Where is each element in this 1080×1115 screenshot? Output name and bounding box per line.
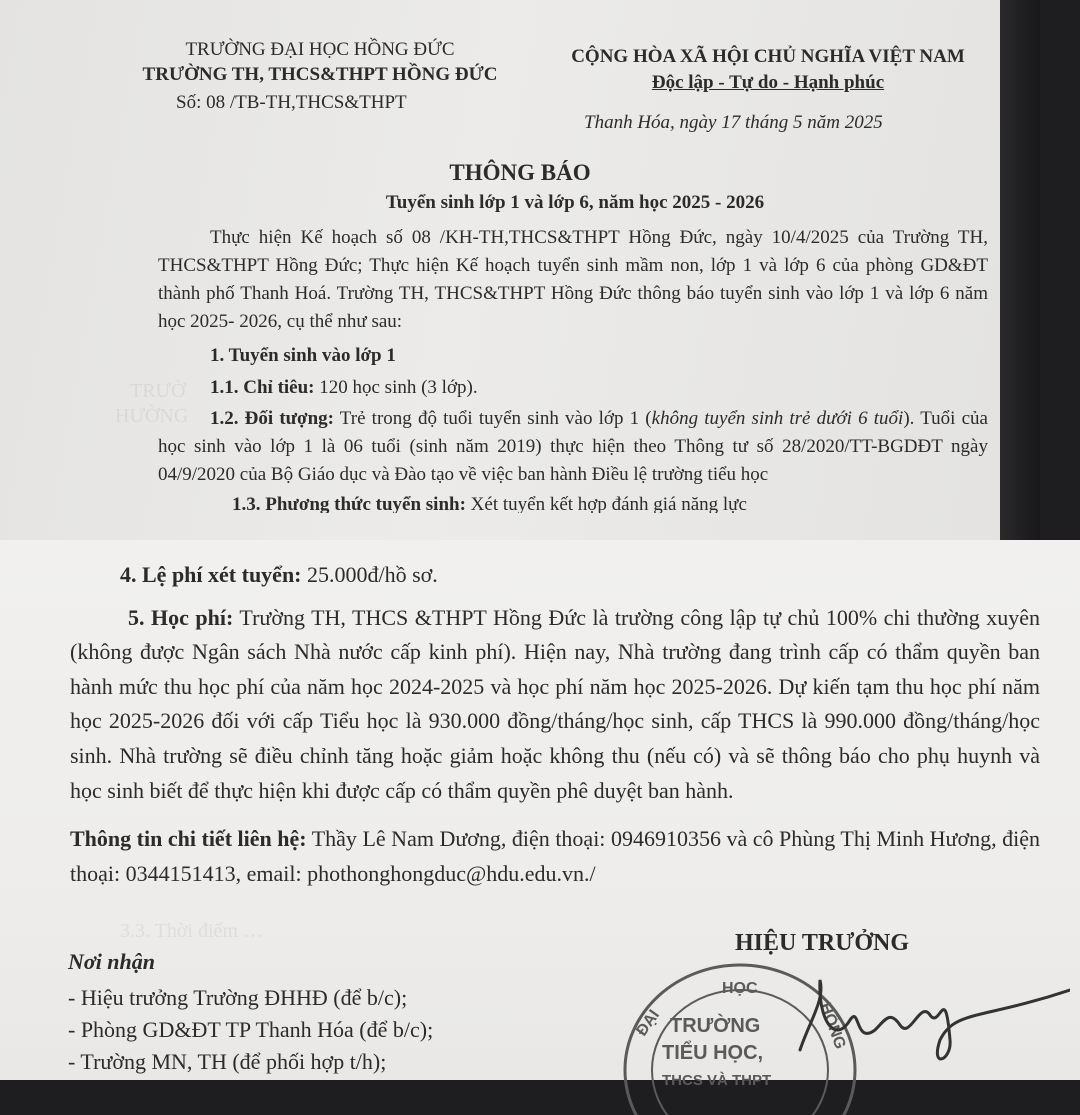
section-5 bbox=[70, 601, 1040, 809]
contact-label: Thông tin chi tiết liên hệ: bbox=[70, 826, 307, 852]
issuer-block bbox=[110, 38, 530, 88]
document-page-top bbox=[0, 0, 1040, 540]
section-4-text: 25.000đ/hồ sơ. bbox=[301, 562, 438, 587]
section-1-2-text: Trẻ trong độ tuổi tuyển sinh vào lớp 1 ( bbox=[333, 408, 652, 429]
place-and-date: Thanh Hóa, ngày 17 tháng 5 năm 2025 bbox=[584, 112, 883, 133]
section-4-label: 4. Lệ phí xét tuyển: bbox=[120, 562, 302, 587]
signer-title: HIỆU TRƯỞNG bbox=[735, 930, 910, 956]
stamp-text-right: HỒNG bbox=[816, 1000, 849, 1052]
national-header bbox=[528, 44, 1008, 96]
stamp-line-2: TIỂU HỌC, bbox=[662, 1042, 764, 1064]
recipient-item: - Hiệu trưởng Trường ĐHHĐ (để b/c); bbox=[68, 985, 408, 1010]
recipients-heading: Nơi nhận bbox=[68, 949, 156, 974]
bleed-through-text: HƯỜNG bbox=[115, 405, 189, 427]
document-title: THÔNG BÁO bbox=[449, 160, 591, 185]
parent-org: TRƯỜNG ĐẠI HỌC HỒNG ĐỨC bbox=[185, 39, 455, 60]
section-1-2-italic: không tuyển sinh trẻ dưới 6 tuổi bbox=[651, 408, 904, 429]
dark-background-edge bbox=[1000, 0, 1040, 540]
intro-paragraph: Thực hiện Kế hoạch số 08 /KH-TH,THCS&THPT Hồng Đức, ngày 10/4/2025 của Trường TH, THCS&THPT Hồng Đức; Thực hiện Kế hoạch tuyển sinh mầm non, lớp 1 và lớp 6 của phòng GD&ĐT thành phố Thanh Hoá. Trường TH, THCS&THPT Hồng Đức thông báo tuyển sinh vào lớp 1 và lớp 6 năm học 2025- 2026, cụ thể như sau: bbox=[158, 227, 988, 332]
stamp-text-left: ĐẠI bbox=[633, 1006, 664, 1040]
body-bottom bbox=[70, 558, 1040, 891]
stamp-text-top: HỌC bbox=[722, 980, 758, 997]
body-top bbox=[158, 224, 988, 513]
recipient-item: - Trường MN, TH (để phối hợp t/h); bbox=[68, 1049, 387, 1074]
country-name: CỘNG HÒA XÃ HỘI CHỦ NGHĨA VIỆT NAM bbox=[571, 46, 965, 67]
section-1-3-label: 1.3. Phương thức tuyển sinh: bbox=[232, 494, 466, 513]
bleed-through-text: 3.3. Thời điểm … bbox=[120, 920, 263, 942]
section-1-2-text-cont: ). Tuổi của học sinh vào lớp 1 là 06 tuổi (sinh năm 2019) thực hiện theo Thông tư số 28/2020/TT-BGDĐT ngày 04/9/2020 của Bộ Giáo dục và Đào tạo về việc ban hành Điều lệ trường tiểu học bbox=[158, 408, 988, 485]
national-motto: Độc lập - Tự do - Hạnh phúc bbox=[651, 72, 885, 93]
document-number: Số: 08 /TB-TH,THCS&THPT bbox=[176, 92, 407, 113]
contact-text: Thầy Lê Nam Dương, điện thoại: 0946910356 và cô Phùng Thị Minh Hương, điện thoại: 0344151413, email: phothonghongduc@hdu.edu.vn./ bbox=[70, 826, 1040, 886]
signature-icon bbox=[780, 960, 1070, 1080]
section-1-1 bbox=[158, 374, 988, 402]
contact-info bbox=[70, 822, 1040, 891]
section-1-3-text: Xét tuyển kết hợp đánh giá năng lực bbox=[465, 494, 747, 513]
recipients-block bbox=[68, 946, 433, 1078]
stamp-line-3: THCS VÀ THPT bbox=[662, 1072, 772, 1089]
section-1-2-label: 1.2. Đối tượng: bbox=[210, 408, 334, 429]
section-4 bbox=[70, 558, 1040, 593]
document-subtitle: Tuyển sinh lớp 1 và lớp 6, năm học 2025 - 2026 bbox=[385, 192, 765, 213]
section-1-1-label: 1.1. Chỉ tiêu: bbox=[210, 377, 315, 398]
issuing-school: TRƯỜNG TH, THCS&THPT HỒNG ĐỨC bbox=[142, 64, 498, 85]
section-1-1-text: 120 học sinh (3 lớp). bbox=[314, 377, 478, 398]
section-1-3-cut-off bbox=[158, 491, 988, 513]
section-5-label: 5. Học phí: bbox=[128, 604, 234, 630]
stamp-line-1: TRƯỜNG bbox=[670, 1015, 761, 1037]
recipient-item: - Phòng GD&ĐT TP Thanh Hóa (để b/c); bbox=[68, 1017, 434, 1042]
section-5-text: Trường TH, THCS &THPT Hồng Đức là trường công lập tự chủ 100% chi thường xuyên (không được Ngân sách Nhà nước cấp kinh phí). Hiện nay, Nhà trường đang trình cấp có thẩm quyền ban hành mức thu học phí của năm học 2024-2025 và học phí năm học 2025-2026. Dự kiến tạm thu học phí năm học 2025-2026 đối với cấp Tiểu học là 930.000 đồng/tháng/học sinh, cấp THCS là 990.000 đồng/tháng/học sinh. Nhà trường sẽ điều chỉnh tăng hoặc giảm hoặc không thu (nếu có) và sẽ thông báo cho phụ huynh và học sinh biết để thực hiện khi được cấp có thẩm quyền phê duyệt ban hành. bbox=[70, 604, 1040, 803]
section-1-heading: 1. Tuyển sinh vào lớp 1 bbox=[210, 345, 396, 366]
bleed-through-text: TRƯỜ bbox=[130, 380, 186, 402]
section-1-2 bbox=[158, 405, 988, 489]
